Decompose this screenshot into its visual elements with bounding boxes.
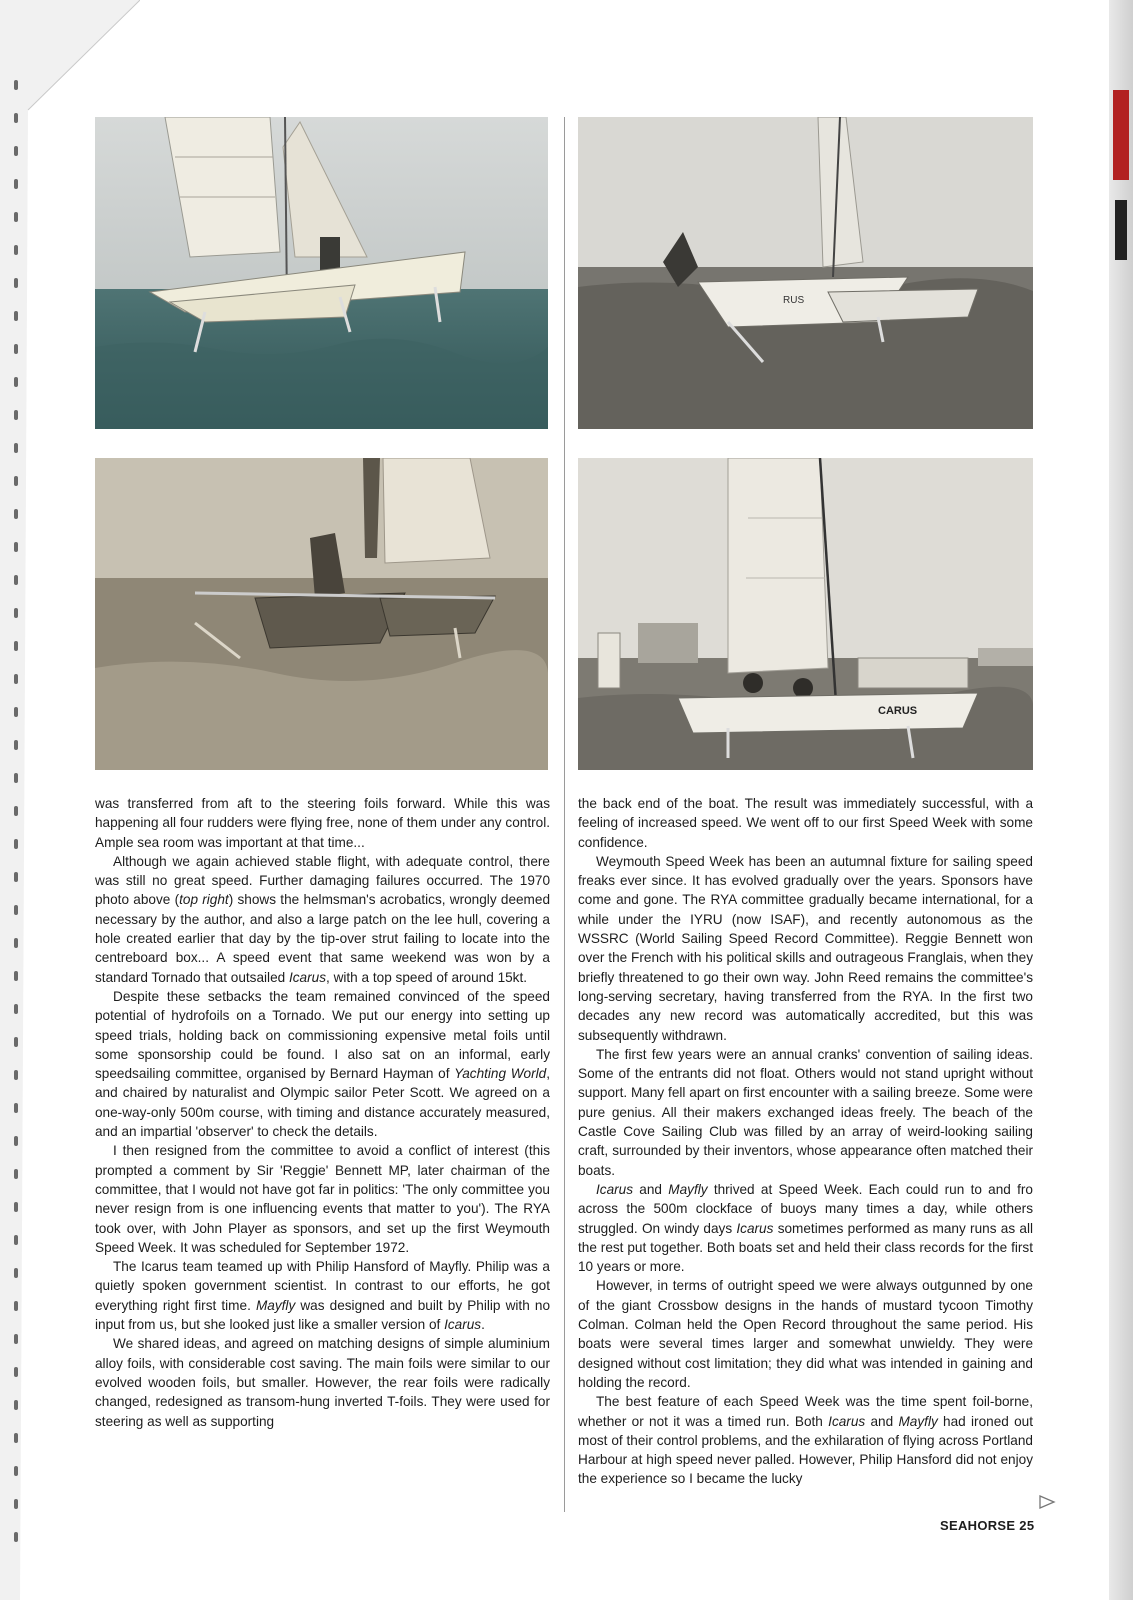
- article-paragraph: I then resigned from the committee to avoid a conflict of interest (this prompted a comment by Sir 'Reggie' Bennett MP, later chairman of the committee, that I would not have got far in politics: 'The only committee you never resign from is one influencing events that matter to you'). The RYA took over, with John Player as sponsors, and set up the first Weymouth Speed Week. It was scheduled for September 1972.: [95, 1143, 550, 1255]
- binding-hole: [14, 1004, 18, 1014]
- binding-hole: [14, 1037, 18, 1047]
- binding-hole: [14, 806, 18, 816]
- binding-hole: [14, 80, 18, 90]
- hull-lettering: RUS: [783, 295, 805, 306]
- binding-hole: [14, 773, 18, 783]
- article-paragraph: The Icarus team teamed up with Philip Hansford of Mayfly. Philip was a quietly spoken government scientist. In contrast to our efforts, he got everything right first time. Mayfly was designed and built by Philip with no input from us, but she looked just like a smaller version of Icarus.: [95, 1259, 551, 1333]
- binding-hole: [14, 971, 18, 981]
- binding-hole: [14, 1235, 18, 1245]
- binding-hole: [14, 410, 18, 420]
- binding-hole: [14, 1367, 18, 1377]
- binding-hole: [14, 1466, 18, 1476]
- article-paragraph: Although we again achieved stable flight, with adequate control, there was still no great speed. Further damaging failures occurred. The 1970 photo above (top right) shows the helmsman's acrobatics, wrongly deemed necessary by the author, and also a large patch on the lee hull, covering a hole created earlier that day by the tip-over strut failing to locate into the centreboard box... A speed event that same weekend was won by a standard Tornado that outsailed Icarus, with a top speed of around 15kt.: [95, 853, 551, 985]
- binding-hole: [14, 542, 18, 552]
- binding-hole: [14, 113, 18, 123]
- binding-hole: [14, 1103, 18, 1113]
- next-page-edge: [1109, 0, 1133, 1600]
- binding-hole: [14, 839, 18, 849]
- article-paragraph: was transferred from aft to the steering foils forward. While this was happening all four rudders were flying free, none of them under any control. Ample sea room was important at that time...: [95, 796, 550, 850]
- binding-hole: [14, 146, 18, 156]
- article-column-right: [578, 794, 1033, 1489]
- article-paragraph: We shared ideas, and agreed on matching designs of simple aluminium alloy foils, with considerable cost saving. The main foils were similar to our evolved wooden foils, but smaller. However, the rear foils were radically changed, redesigned as transom-hung inverted T-foils. They were used for steering as well as supporting: [95, 1336, 550, 1429]
- binding-hole: [14, 1532, 18, 1542]
- continued-arrow-icon: [1038, 1494, 1056, 1510]
- column-divider: [564, 117, 565, 1512]
- article-paragraph: the back end of the boat. The result was immediately successful, with a feeling of increased speed. We went off to our first Speed Week with some confidence.: [578, 796, 1033, 850]
- binding-hole: [14, 179, 18, 189]
- article-paragraph: However, in terms of outright speed we were always outgunned by one of the giant Crossbow designs in the hands of mustard tycoon Timothy Colman. Colman held the Open Record throughout the same period. His boats were several times larger and somewhat unwieldy. They were designed without cost limitation; they did what was intended in gaining and holding the record.: [578, 1278, 1033, 1390]
- binding-hole: [14, 872, 18, 882]
- article-paragraph: The first few years were an annual cranks' convention of sailing ideas. Some of the entrants did not float. Others would not stand upright without support. Many fell apart on first encounter with a sailing breeze. Some were pure genius. All their makers exchanged ideas freely. The beach of the Castle Cove Sailing Club was filled by an array of weird-looking sailing craft, surrounded by their inventors, whose appearance often matched their boats.: [578, 1046, 1033, 1178]
- binding-hole: [14, 377, 18, 387]
- binding-hole: [14, 311, 18, 321]
- binding-hole: [14, 1433, 18, 1443]
- binding-hole: [14, 1301, 18, 1311]
- article-paragraph: Icarus and Mayfly thrived at Speed Week. Each could run to and fro across the 500m clockface of buoys many times a day, while others struggled. On windy days Icarus sometimes performed as many runs as all the rest put together. Both boats set and held their class records for the first 10 years or more.: [578, 1181, 1033, 1275]
- binding-hole: [14, 245, 18, 255]
- binding-hole: [14, 641, 18, 651]
- binding-hole: [14, 905, 18, 915]
- article-paragraph: The best feature of each Speed Week was the time spent foil-borne, whether or not it was a timed run. Both Icarus and Mayfly had ironed out most of their control problems, and the exhilaration of flying across Portland Harbour at high speed never palled. However, Philip Hansford did not enjoy the experience so I became the lucky: [578, 1394, 1034, 1487]
- binding-hole: [14, 1499, 18, 1509]
- hull-lettering: CARUS: [878, 705, 918, 717]
- photo-icarus-crew-harbour: [578, 458, 1033, 770]
- article-paragraph: Despite these setbacks the team remained convinced of the speed potential of hydrofoils on a Tornado. We put our energy into setting up speed trials, holding back on commissioning expensive metal foils until some sponsorship could be found. I also sat on an informal, early speedsailing committee, organised by Bernard Hayman of Yachting World, and chaired by naturalist and Olympic sailor Peter Scott. We agreed on a one-way-only 500m course, with timing and distance accurately measured, and an impartial 'observer' to check the details.: [95, 988, 551, 1140]
- page-number: 25: [1019, 1518, 1035, 1533]
- binding-hole: [14, 608, 18, 618]
- binding-hole: [14, 1136, 18, 1146]
- binding-hole: [14, 476, 18, 486]
- binding-hole: [14, 1202, 18, 1212]
- binding-hole: [14, 674, 18, 684]
- binding-hole: [14, 1268, 18, 1278]
- binding-hole: [14, 707, 18, 717]
- binding-hole: [14, 938, 18, 948]
- magazine-name: SEAHORSE: [940, 1518, 1016, 1533]
- photo-icarus-foiling-colour: [95, 117, 548, 429]
- binding-hole: [14, 1400, 18, 1410]
- binding-holes: [14, 80, 22, 1540]
- binding-hole: [14, 212, 18, 222]
- article-column-left: [95, 794, 550, 1431]
- photo-icarus-foilborne-sepia: [95, 458, 548, 770]
- binding-hole: [14, 443, 18, 453]
- binding-hole: [14, 344, 18, 354]
- article-paragraph: Weymouth Speed Week has been an autumnal fixture for sailing speed freaks ever since. It has evolved gradually over the years. Sponsors have come and gone. The RYA committee gradually became international, for a while under the IYRU (now ISAF), and recently autonomous as the WSSRC (World Sailing Speed Record Committee). Reggie Bennett won over the French with his political skills and outrageous Franglais, when they briefly threatened to go their own way. John Reed remains the committee's long-serving secretary, having transferred from the RYA. In the first two decades any new record was automatically accredited, but this was subsequently withdrawn.: [578, 853, 1033, 1043]
- binding-hole: [14, 1070, 18, 1080]
- binding-hole: [14, 1334, 18, 1344]
- binding-hole: [14, 575, 18, 585]
- photo-helmsman-acrobatics-1970: [578, 117, 1033, 429]
- binding-hole: [14, 278, 18, 288]
- page-footer: [940, 1518, 1034, 1533]
- binding-hole: [14, 1169, 18, 1179]
- binding-hole: [14, 509, 18, 519]
- binding-hole: [14, 740, 18, 750]
